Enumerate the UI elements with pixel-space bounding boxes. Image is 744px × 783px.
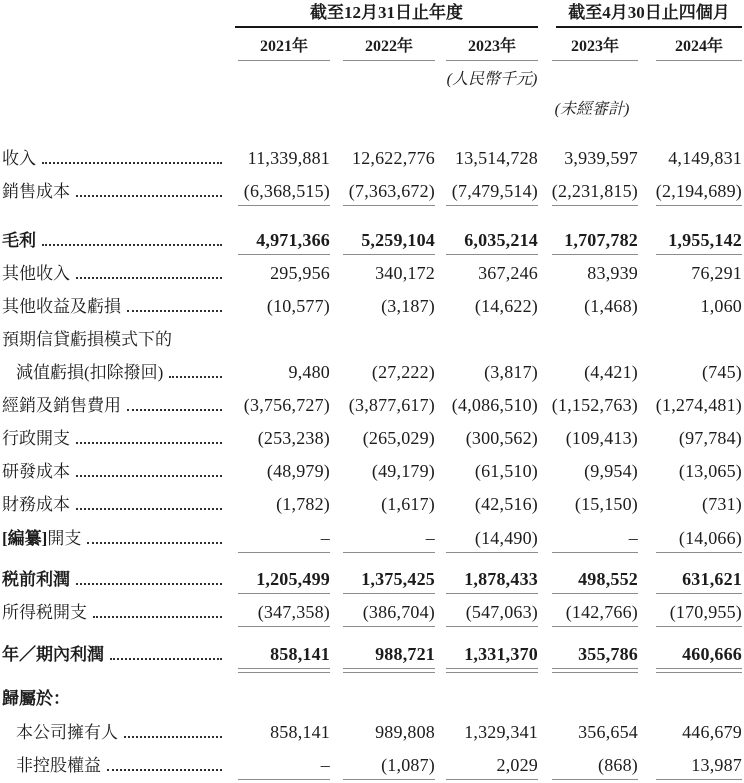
value-2023: (7,479,514) [446,181,538,206]
dot-leader [76,475,222,477]
row-label-cell [2,565,232,590]
value-2023: 1,329,341 [464,722,538,742]
row-label: 非控股權益 [16,756,101,775]
value-2021: 4,971,366 [238,230,330,255]
value-2021: (1,782) [276,494,330,514]
value-2023: 367,246 [478,263,538,283]
year-header-2023-4m: 2023年 [552,33,638,61]
table-row [2,684,742,717]
value-2022: 988,721 [343,644,435,669]
value-2023-4m: 355,786 [552,644,638,669]
value-2023-4m: (4,421) [584,362,638,382]
value-2021: (3,756,727) [243,395,330,415]
value-2023: (547,063) [446,602,538,627]
row-label: 經銷及銷售費用 [2,396,121,415]
value-2021 [238,342,330,345]
value-2024: 13,987 [656,755,742,780]
dot-leader [42,244,222,246]
value-2024: (13,065) [678,461,742,481]
value-2021: 295,956 [270,263,330,283]
row-label: 研發成本 [2,462,70,481]
dot-leader [76,195,222,197]
dot-leader [76,583,222,585]
table-row [2,226,742,259]
value-2021 [238,701,330,704]
value-2023: (14,622) [474,296,538,316]
value-2022: 340,172 [375,263,435,283]
row-label: 開支 [47,529,82,548]
dot-leader [93,616,222,618]
row-label: 所得税開支 [2,603,87,622]
row-label-cell [2,684,232,709]
table-row [2,565,742,598]
table-row [2,718,742,751]
value-2024: (170,955) [656,602,742,627]
row-label-cell [2,358,232,383]
value-2023: 13,514,728 [455,148,538,168]
row-label: 預期信貸虧損模式下的 [2,330,172,349]
value-2022: (1,087) [343,755,435,780]
value-2022: – [343,528,435,553]
row-label-cell [2,751,232,776]
dot-leader [87,542,222,544]
dot-leader [76,442,222,444]
row-label: 其他收入 [2,264,70,283]
value-2024: (731) [702,494,742,514]
value-2023: 6,035,214 [446,230,538,255]
value-2021: (6,368,515) [238,181,330,206]
value-2021: 858,141 [238,644,330,669]
value-2021: (253,238) [257,428,330,448]
value-2022: (49,179) [371,461,435,481]
value-2024: (1,274,481) [655,395,742,415]
table-header-groups [2,2,742,28]
dot-leader [124,736,222,738]
dot-leader [107,769,222,771]
table-row [2,325,742,358]
value-2023: 1,878,433 [446,569,538,594]
unaudited-note-row [2,89,742,119]
row-label: 財務成本 [2,495,70,514]
dot-leader [76,277,222,279]
value-2023-4m [552,701,638,704]
dot-leader [169,376,222,378]
value-2024: (97,784) [678,428,742,448]
row-label: 收入 [2,149,36,168]
row-label-cell [2,718,232,743]
value-2023: 2,029 [446,755,538,780]
table-row [2,259,742,292]
value-2022: (7,363,672) [343,181,435,206]
table-row [2,457,742,490]
row-label: 毛利 [2,231,36,250]
value-2022 [343,342,435,345]
value-2023-4m: 498,552 [552,569,638,594]
value-2022: (1,617) [381,494,435,514]
value-2024 [656,701,742,704]
value-2021: – [238,528,330,553]
value-2022: (3,877,617) [348,395,435,415]
value-2024 [656,342,742,345]
row-label-cell [2,391,232,416]
value-2023: (14,490) [446,528,538,553]
value-2021: (347,358) [238,602,330,627]
table-body [2,144,742,783]
table-row [2,391,742,424]
value-2021: – [238,755,330,780]
value-2021: 1,205,499 [238,569,330,594]
value-2021: 11,339,881 [247,148,330,168]
row-label: 税前利潤 [2,570,70,589]
value-2022: 5,259,104 [343,230,435,255]
year-header-2021: 2021年 [238,33,330,61]
row-label-cell [2,524,232,549]
table-row [2,177,742,210]
row-label: 減值虧損(扣除撥回) [16,363,164,382]
value-2024: 1,955,142 [656,230,742,255]
value-2023: (3,817) [484,362,538,382]
value-2023: 1,331,370 [446,644,538,669]
value-2023-4m: 83,939 [587,263,638,283]
value-2023-4m: 356,654 [578,722,638,742]
table-row [2,292,742,325]
table-row [2,358,742,391]
year-header-2024: 2024年 [656,33,742,61]
value-2022: 989,808 [375,722,435,742]
value-2024: 631,621 [656,569,742,594]
value-2024: (745) [702,362,742,382]
dot-leader [110,658,222,660]
value-2024: 460,666 [656,644,742,669]
row-label-cell [2,292,232,317]
value-2023: (4,086,510) [451,395,538,415]
value-2023-4m: (1,468) [584,296,638,316]
column-group-annual-label: 截至12月31日止年度 [235,0,538,28]
row-label-cell [2,177,232,202]
value-2023-4m [552,342,638,345]
value-2023-4m: (109,413) [565,428,638,448]
value-2023-4m: (15,150) [574,494,638,514]
currency-note-row [2,61,742,89]
year-header-2022: 2022年 [343,33,435,61]
table-header-years [2,28,742,61]
row-label: 其他收益及虧損 [2,297,121,316]
row-label: 行政開支 [2,429,70,448]
table-row [2,640,742,673]
row-label: 本公司擁有人 [16,723,118,742]
value-2023: (42,516) [474,494,538,514]
dot-leader [76,508,222,510]
value-2024: (2,194,689) [656,181,742,206]
value-2023-4m: (868) [552,755,638,780]
year-header-2023: 2023年 [446,33,538,61]
value-2021: 9,480 [288,362,330,382]
value-2024: 76,291 [691,263,742,283]
table-row [2,424,742,457]
value-2023-4m: 3,939,597 [564,148,638,168]
value-2023 [446,701,538,704]
row-label-cell [2,424,232,449]
value-2023-4m: (9,954) [584,461,638,481]
row-label-cell [2,457,232,482]
value-2023-4m: 1,707,782 [552,230,638,255]
row-label: 銷售成本 [2,182,70,201]
value-2023 [446,342,538,345]
currency-note: (人民幣千元) [446,71,538,88]
dot-leader [42,162,222,164]
row-label-cell [2,640,232,665]
value-2023-4m: – [552,528,638,553]
value-2024: (14,066) [656,528,742,553]
column-group-four-months-label: 截至4月30日止四個月 [556,0,742,28]
row-label-cell [2,226,232,251]
value-2022: (27,222) [371,362,435,382]
table-row [2,490,742,523]
row-label-cell [2,259,232,284]
value-2022 [343,701,435,704]
value-2022: 1,375,425 [343,569,435,594]
value-2022: (386,704) [343,602,435,627]
value-2023: (61,510) [474,461,538,481]
column-group-four-months [538,0,742,28]
table-row [2,144,742,177]
value-2024: 446,679 [682,722,742,742]
row-label-cell [2,598,232,623]
value-2022: (3,187) [381,296,435,316]
value-2021: (48,979) [266,461,330,481]
column-group-annual [232,0,538,28]
row-label-redacted-part: [編纂] [2,529,48,548]
value-2023-4m: (2,231,815) [552,181,638,206]
value-2021: (10,577) [266,296,330,316]
row-label-cell [2,144,232,169]
value-2022: 12,622,776 [352,148,435,168]
value-2023: (300,562) [465,428,538,448]
value-2023-4m: (142,766) [552,602,638,627]
value-2022: (265,029) [362,428,435,448]
dot-leader [127,409,222,411]
value-2023-4m: (1,152,763) [551,395,638,415]
row-label-cell [2,490,232,515]
dot-leader [127,310,222,312]
value-2021: 858,141 [270,722,330,742]
value-2024: 4,149,831 [668,148,742,168]
table-row [2,598,742,631]
row-label: 年／期內利潤 [2,645,104,664]
unaudited-note: (未經審計) [554,101,630,118]
table-row [2,524,742,557]
table-row [2,751,742,783]
row-label: 歸屬於： [2,689,70,708]
value-2024: 1,060 [700,296,742,316]
row-label-cell [2,325,232,350]
